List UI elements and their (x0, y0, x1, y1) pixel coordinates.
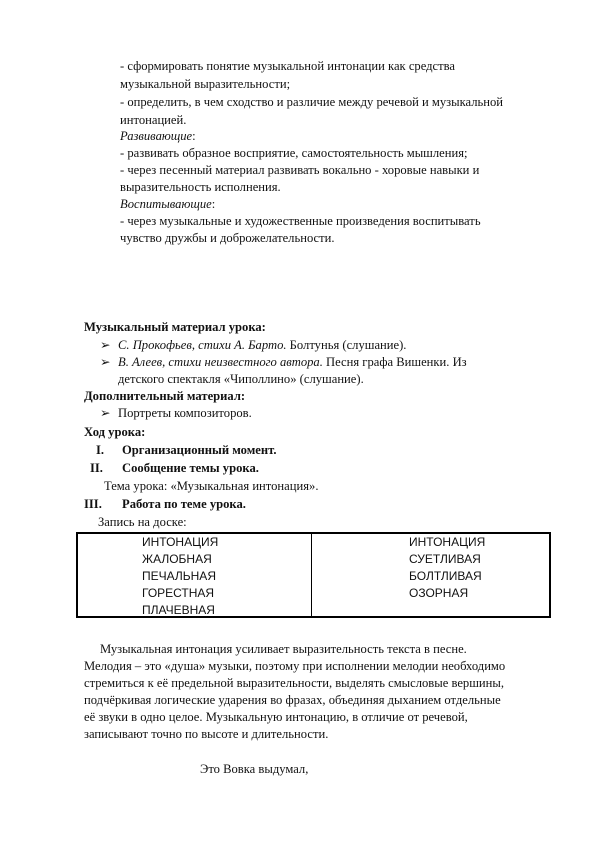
developing-item-1: - развивать образное восприятие, самостоятельность мышления; (120, 146, 468, 160)
lesson-step-1: Организационный момент. (122, 443, 277, 457)
board-divider (311, 534, 312, 616)
board-table (76, 532, 551, 618)
board-label: Запись на доске: (98, 515, 187, 529)
material-item-1: ➢ С. Прокофьев, стихи А. Барто. Болтунья (слушание). (100, 338, 407, 352)
developing-item-3: выразительность исполнения. (120, 180, 281, 194)
arrow-bullet-icon: ➢ (100, 406, 111, 420)
material-item-2: ➢ В. Алеев, стихи неизвестного автора. Песня графа Вишенки. Из (100, 355, 467, 369)
paragraph-line-1: Музыкальная интонация усиливает выразительность текста в песне. (100, 642, 467, 656)
material-heading: Музыкальный материал урока: (84, 320, 266, 334)
board-left-cell-3: ПЕЧАЛЬНАЯ (142, 569, 216, 583)
objective-line-4: интонацией. (120, 113, 187, 127)
board-right-cell-2: СУЕТЛИВАЯ (409, 552, 481, 566)
arrow-bullet-icon: ➢ (100, 338, 111, 352)
developing-heading: Развивающие: (120, 129, 196, 143)
lesson-step-3: Работа по теме урока. (122, 497, 246, 511)
material-item-2-cont: детского спектакля «Чиполлино» (слушание). (118, 372, 364, 386)
paragraph-line-3: стремиться к её предельной выразительности, выделять смысловые вершины, (84, 676, 504, 690)
educational-item-2: чувство дружбы и доброжелательности. (120, 231, 335, 245)
board-left-cell-1: ИНТОНАЦИЯ (142, 535, 219, 549)
board-right-cell-1: ИНТОНАЦИЯ (409, 535, 486, 549)
educational-item-1: - через музыкальные и художественные произведения воспитывать (120, 214, 481, 228)
paragraph-line-4: подчёркивая логические ударения во фразах, объединяя дыханием отдельные (84, 693, 501, 707)
lesson-step-3-num: III. (84, 497, 102, 511)
poem-line: Это Вовка выдумал, (200, 762, 309, 776)
objective-line-2: музыкальной выразительности; (120, 77, 291, 91)
board-left-cell-4: ГОРЕСТНАЯ (142, 586, 215, 600)
lesson-step-1-num: I. (96, 443, 105, 457)
lesson-topic: Тема урока: «Музыкальная интонация». (104, 479, 319, 493)
board-left-cell-2: ЖАЛОБНАЯ (142, 552, 212, 566)
lesson-step-2-num: II. (90, 461, 103, 475)
paragraph-line-6: записывают точно по высоте и длительности. (84, 727, 329, 741)
arrow-bullet-icon: ➢ (100, 355, 111, 369)
board-right-cell-4: ОЗОРНАЯ (409, 586, 469, 600)
educational-heading: Воспитывающие: (120, 197, 216, 211)
objective-line-1: - сформировать понятие музыкальной интонации как средства (120, 59, 456, 73)
objective-line-3: - определить, в чем сходство и различие между речевой и музыкальной (120, 95, 504, 109)
board-right-cell-3: БОЛТЛИВАЯ (409, 569, 482, 583)
paragraph-line-2: Мелодия – это «душа» музыки, поэтому при исполнении мелодии необходимо (84, 659, 506, 673)
extra-material-item: ➢ Портреты композиторов. (100, 406, 252, 420)
developing-item-2: - через песенный материал развивать вокально - хоровые навыки и (120, 163, 480, 177)
extra-material-heading: Дополнительный материал: (84, 389, 246, 403)
paragraph-line-5: её звуки в одно целое. Музыкальную интонацию, в отличие от речевой, (84, 710, 468, 724)
lesson-step-2: Сообщение темы урока. (122, 461, 259, 475)
lesson-heading: Ход урока: (84, 425, 146, 439)
board-left-cell-5: ПЛАЧЕВНАЯ (142, 603, 215, 617)
